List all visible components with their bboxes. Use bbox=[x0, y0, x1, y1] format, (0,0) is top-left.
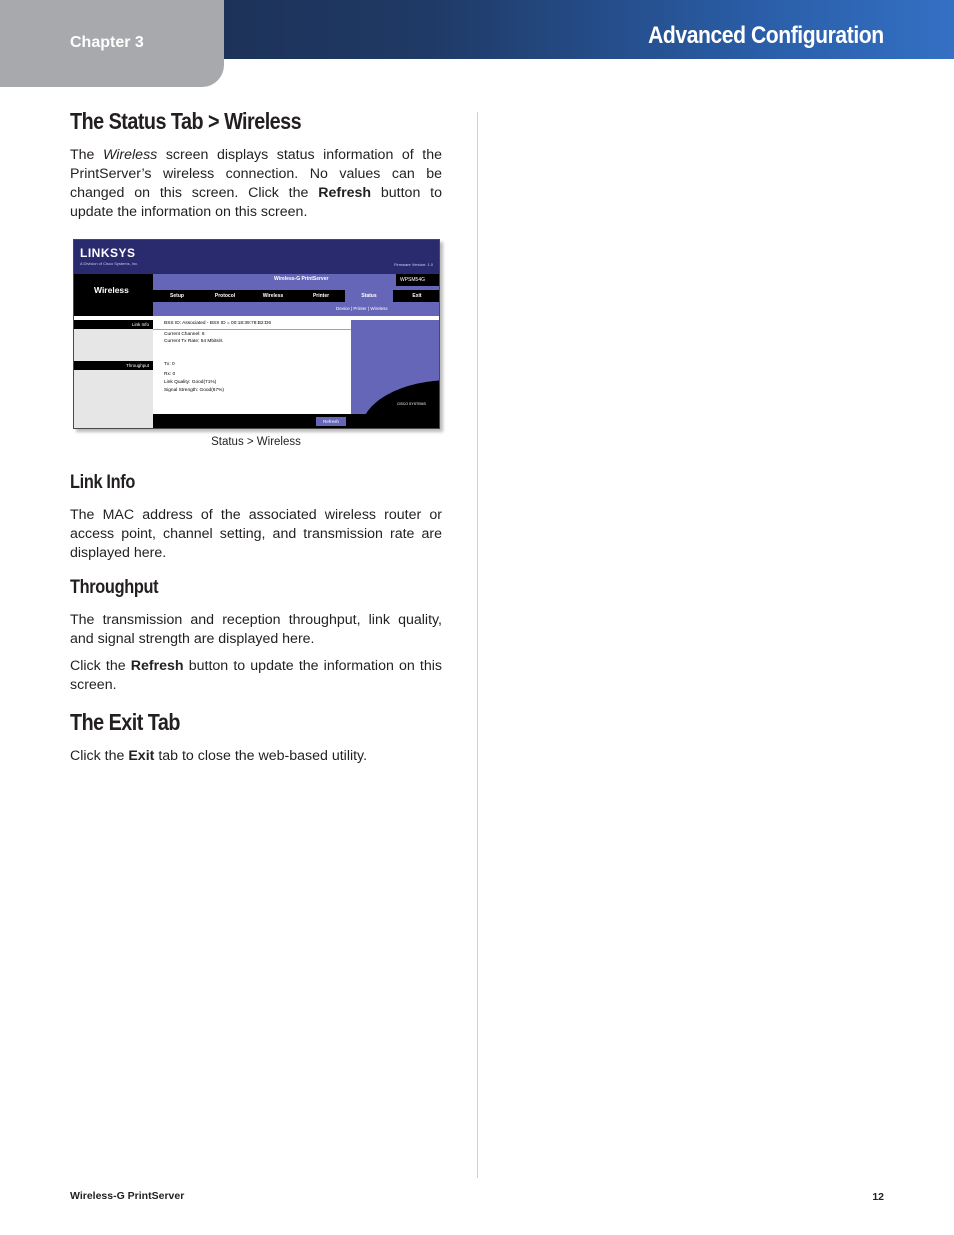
shot-throughput-label: Throughput bbox=[74, 361, 153, 370]
chapter-title: Advanced Configuration bbox=[648, 22, 884, 49]
intro-italic-wireless: Wireless bbox=[103, 147, 158, 163]
shot-tx: Tx: 0 bbox=[164, 362, 175, 367]
shot-tab-printer: Printer bbox=[312, 293, 330, 299]
shot-model: WPSM54G bbox=[396, 274, 440, 286]
link-info-heading-wrap bbox=[70, 472, 442, 494]
shot-tab-wireless: Wireless bbox=[262, 293, 284, 299]
firmware-version: Firmware Version: 1.0 bbox=[394, 262, 433, 267]
heading-throughput: Throughput bbox=[70, 577, 159, 598]
shot-bssid: BSS ID: Associated - BSS ID = 00:18:39:78:B2:D6 bbox=[164, 321, 272, 326]
chapter-label: Chapter 3 bbox=[70, 34, 144, 51]
heading-status-wireless: The Status Tab > Wireless bbox=[70, 108, 302, 134]
link-info-paragraph: The MAC address of the associated wireless router or access point, channel setting, and transmission rate are displayed here. bbox=[70, 507, 442, 561]
intro-text-1: The bbox=[70, 147, 103, 163]
status-intro-paragraph bbox=[70, 146, 442, 222]
exit-text-1: Click the bbox=[70, 748, 129, 764]
throughput-refresh-paragraph bbox=[70, 657, 442, 695]
shot-product-name: Wireless-G PrintServer bbox=[274, 276, 329, 282]
shot-tabs bbox=[153, 290, 440, 302]
shot-rx: Rx: 0 bbox=[164, 372, 176, 377]
shot-tab-exit: Exit bbox=[412, 293, 422, 299]
intro-bold-refresh: Refresh bbox=[318, 185, 372, 201]
exit-bold: Exit bbox=[128, 748, 155, 764]
shot-tab-setup: Setup bbox=[170, 293, 184, 299]
intro-text-5: button to update the information on this screen. bbox=[70, 185, 442, 220]
throughput-heading-wrap bbox=[70, 577, 442, 599]
shot-tab-status: Status bbox=[345, 290, 393, 302]
chapter-tab bbox=[0, 0, 224, 87]
shot-refresh-button: Refresh bbox=[316, 417, 346, 426]
figure-caption: Status > Wireless bbox=[211, 436, 301, 448]
shot-left-grey bbox=[74, 320, 153, 429]
shot-signal-strength: Signal Strength: Good(67%) bbox=[164, 388, 224, 393]
shot-separator bbox=[153, 329, 351, 330]
heading-exit-tab: The Exit Tab bbox=[70, 709, 180, 735]
shot-section-label: Wireless bbox=[94, 285, 129, 295]
exit-text-3: tab to close the web-based utility. bbox=[154, 748, 368, 764]
shot-subtabs: Device | Printer | Wireless bbox=[336, 306, 388, 311]
shot-link-info-label: Link Info bbox=[74, 320, 153, 329]
refresh-bold: Refresh bbox=[130, 658, 184, 674]
linksys-logo-sub: A Division of Cisco Systems, Inc. bbox=[80, 261, 139, 266]
throughput-paragraph: The transmission and reception throughput, link quality, and signal strength are displayed here. bbox=[70, 612, 442, 647]
shot-tab-protocol: Protocol bbox=[214, 293, 236, 299]
shot-channel: Current Channel: 6 bbox=[164, 332, 205, 337]
column-divider bbox=[477, 112, 478, 1178]
shot-rate: Current Tx Rate: 54 Mbits/s bbox=[164, 339, 223, 344]
refresh-text-3: button to update the information on this screen. bbox=[70, 658, 443, 693]
exit-heading-wrap bbox=[70, 709, 442, 736]
status-wireless-screenshot bbox=[73, 239, 440, 429]
heading-link-info: Link Info bbox=[70, 472, 135, 493]
footer-page-number: 12 bbox=[872, 1191, 884, 1203]
intro-text-3: screen displays status information of the PrintServer’s wireless connection. No values can be changed on this screen. Click the bbox=[70, 147, 442, 201]
refresh-text-1: Click the bbox=[70, 658, 131, 674]
footer-product: Wireless-G PrintServer bbox=[70, 1190, 185, 1202]
exit-paragraph bbox=[70, 747, 442, 766]
section-status-heading bbox=[70, 108, 442, 135]
shot-link-quality: Link Quality: Good(71%) bbox=[164, 380, 217, 385]
cisco-logo-text: CISCO SYSTEMS bbox=[397, 402, 426, 406]
linksys-logo: LINKSYS bbox=[80, 246, 136, 260]
